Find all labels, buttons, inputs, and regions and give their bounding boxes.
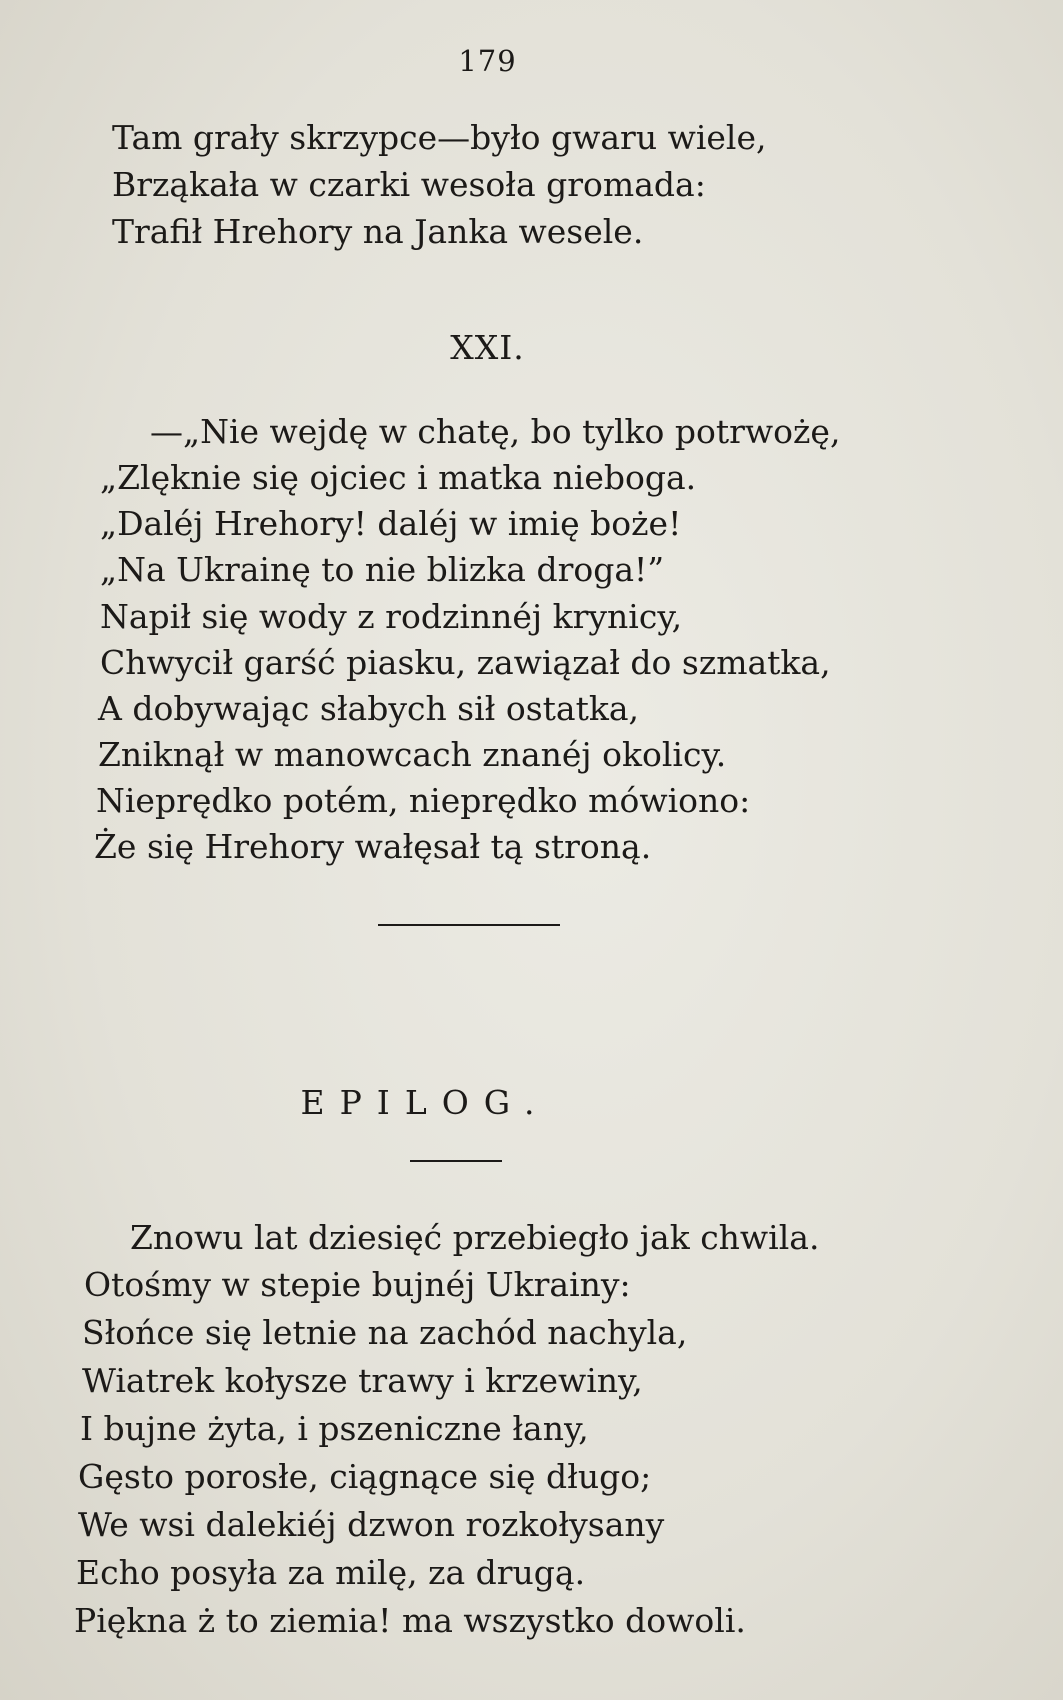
poem-line: Brząkała w czarki wesoła gromada: <box>112 165 706 204</box>
section-divider <box>378 924 560 926</box>
poem-line: Gęsto porosłe, ciągnące się długo; <box>78 1457 652 1496</box>
poem-line: Napił się wody z rodzinnéj krynicy, <box>100 597 683 636</box>
poem-line: Nieprędko potém, nieprędko mówiono: <box>96 781 751 820</box>
poem-line: Echo posyła za milę, za drugą. <box>76 1553 586 1592</box>
poem-line: „Na Ukrainę to nie blizka droga!” <box>100 550 665 589</box>
poem-line: Trafił Hrehory na Janka wesele. <box>112 212 644 251</box>
poem-line: Chwycił garść piasku, zawiązał do szmatka, <box>100 643 831 682</box>
poem-line: Piękna ż to ziemia! ma wszystko dowoli. <box>74 1601 746 1640</box>
poem-line: We wsi dalekiéj dzwon rozkołysany <box>78 1505 665 1544</box>
poem-line: Że się Hrehory wałęsał tą stroną. <box>94 827 652 866</box>
epilog-heading: EPILOG. <box>300 1083 550 1122</box>
poem-line: A dobywając słabych sił ostatka, <box>98 689 640 728</box>
poem-line: Wiatrek kołysze trawy i krzewiny, <box>82 1361 643 1400</box>
poem-line: Zniknął w manowcach znanéj okolicy. <box>98 735 727 774</box>
section-heading: XXI. <box>450 328 525 367</box>
poem-line: Otośmy w stepie bujnéj Ukrainy: <box>84 1265 631 1304</box>
poem-line: —„Nie wejdę w chatę, bo tylko potrwożę, <box>150 412 841 451</box>
poem-line: I bujne żyta, i pszeniczne łany, <box>80 1409 589 1448</box>
heading-rule <box>410 1160 502 1162</box>
poem-line: „Zlęknie się ojciec i matka niebogа. <box>100 458 697 497</box>
page-number: 179 <box>458 44 517 78</box>
poem-line: Znowu lat dziesięć przebiegło jak chwila. <box>130 1218 820 1257</box>
poem-line: „Daléj Hrehory! daléj w imię boże! <box>100 504 682 543</box>
poem-line: Słońce się letnie na zachód nachyla, <box>82 1313 688 1352</box>
poem-line: Tam grały skrzypce—było gwaru wiele, <box>112 118 767 157</box>
